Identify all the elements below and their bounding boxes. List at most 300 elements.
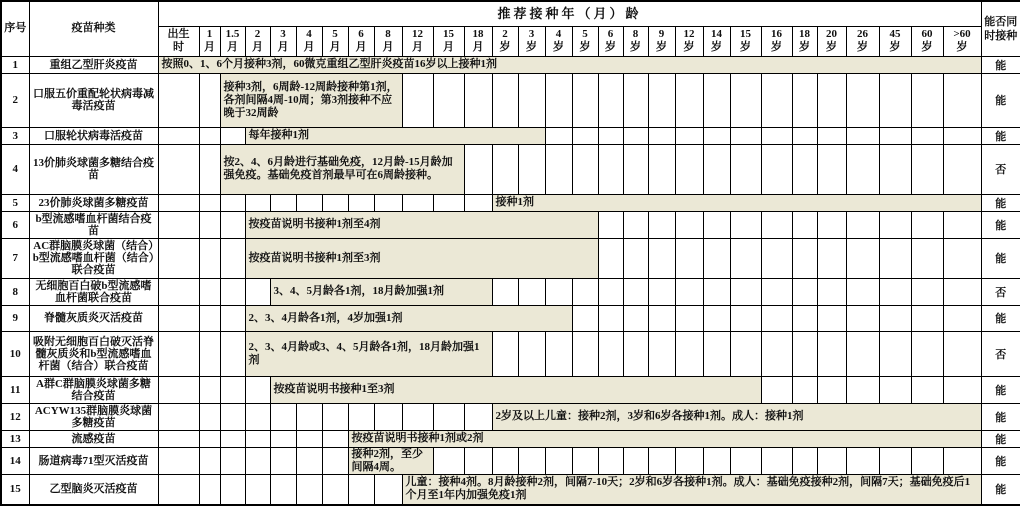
header-simultaneous-line2: 时接种 xyxy=(984,29,1018,42)
empty-age-cell xyxy=(158,331,199,376)
empty-age-cell xyxy=(730,331,761,376)
empty-age-cell xyxy=(943,73,981,127)
empty-age-cell xyxy=(158,474,199,505)
header-age-col-5月: 5 月 xyxy=(322,26,348,56)
empty-age-cell xyxy=(675,73,703,127)
empty-age-cell xyxy=(492,447,518,474)
empty-age-cell xyxy=(572,331,598,376)
table-row xyxy=(1,194,1020,211)
header-age-group-title: 推荐接种年（月）龄 xyxy=(158,1,981,26)
simultaneous-value: 能 xyxy=(981,194,1020,211)
schedule-span: 儿童：接种4剂。8月龄接种2剂，间隔7-10天；2岁和6岁各接种1剂。成人：基础免疫接种2剂，间隔7天；基础免疫后1个月至1年内加强免疫1剂 xyxy=(402,474,981,505)
table-row xyxy=(1,144,1020,194)
empty-age-cell xyxy=(761,144,792,194)
empty-age-cell xyxy=(598,238,623,278)
schedule-span: 3、4、5月龄各1剂，18月龄加强1剂 xyxy=(270,278,492,305)
empty-age-cell xyxy=(943,278,981,305)
row-number: 12 xyxy=(1,403,29,430)
empty-age-cell xyxy=(703,211,730,238)
empty-age-cell xyxy=(623,305,648,331)
empty-age-cell xyxy=(322,447,348,474)
empty-age-cell xyxy=(846,331,879,376)
empty-age-cell xyxy=(675,238,703,278)
table-row xyxy=(1,376,1020,403)
empty-age-cell xyxy=(199,474,220,505)
empty-age-cell xyxy=(296,194,322,211)
empty-age-cell xyxy=(761,376,792,403)
empty-age-cell xyxy=(623,447,648,474)
empty-age-cell xyxy=(158,447,199,474)
header-age-col->60岁: >60 岁 xyxy=(943,26,981,56)
header-age-col-4月: 4 月 xyxy=(296,26,322,56)
simultaneous-value: 能 xyxy=(981,430,1020,447)
header-age-col-出生时: 出生 时 xyxy=(158,26,199,56)
empty-age-cell xyxy=(761,305,792,331)
table-row xyxy=(1,474,1020,505)
header-age-col-14岁: 14 岁 xyxy=(703,26,730,56)
table-row xyxy=(1,447,1020,474)
empty-age-cell xyxy=(572,73,598,127)
schedule-span: 按疫苗说明书接种1剂至4剂 xyxy=(245,211,598,238)
empty-age-cell xyxy=(703,127,730,144)
empty-age-cell xyxy=(703,238,730,278)
empty-age-cell xyxy=(943,331,981,376)
empty-age-cell xyxy=(492,278,518,305)
empty-age-cell xyxy=(846,305,879,331)
header-age-col-6岁: 6 岁 xyxy=(598,26,623,56)
empty-age-cell xyxy=(270,430,296,447)
empty-age-cell xyxy=(730,211,761,238)
vaccine-name: 重组乙型肝炎疫苗 xyxy=(29,56,158,73)
empty-age-cell xyxy=(572,447,598,474)
row-number: 1 xyxy=(1,56,29,73)
empty-age-cell xyxy=(348,474,374,505)
empty-age-cell xyxy=(761,211,792,238)
empty-age-cell xyxy=(792,305,817,331)
empty-age-cell xyxy=(879,376,911,403)
table-row xyxy=(1,238,1020,278)
empty-age-cell xyxy=(199,73,220,127)
empty-age-cell xyxy=(245,376,270,403)
empty-age-cell xyxy=(879,447,911,474)
header-age-col-18岁: 18 岁 xyxy=(792,26,817,56)
vaccine-name: 口服五价重配轮状病毒减毒活疫苗 xyxy=(29,73,158,127)
table-row xyxy=(1,331,1020,376)
empty-age-cell xyxy=(846,278,879,305)
empty-age-cell xyxy=(220,474,245,505)
empty-age-cell xyxy=(518,73,545,127)
empty-age-cell xyxy=(730,144,761,194)
header-age-col-8月: 8 月 xyxy=(374,26,402,56)
empty-age-cell xyxy=(846,127,879,144)
simultaneous-value: 能 xyxy=(981,56,1020,73)
empty-age-cell xyxy=(817,238,846,278)
empty-age-cell xyxy=(464,403,492,430)
empty-age-cell xyxy=(270,474,296,505)
empty-age-cell xyxy=(433,403,464,430)
vaccine-name: 13价肺炎球菌多糖结合疫苗 xyxy=(29,144,158,194)
empty-age-cell xyxy=(911,278,943,305)
empty-age-cell xyxy=(911,376,943,403)
row-number: 7 xyxy=(1,238,29,278)
empty-age-cell xyxy=(792,144,817,194)
row-number: 13 xyxy=(1,430,29,447)
empty-age-cell xyxy=(199,144,220,194)
empty-age-cell xyxy=(703,331,730,376)
empty-age-cell xyxy=(158,430,199,447)
empty-age-cell xyxy=(879,144,911,194)
empty-age-cell xyxy=(374,403,402,430)
empty-age-cell xyxy=(374,194,402,211)
empty-age-cell xyxy=(761,73,792,127)
simultaneous-value: 能 xyxy=(981,376,1020,403)
empty-age-cell xyxy=(703,447,730,474)
table-row xyxy=(1,211,1020,238)
empty-age-cell xyxy=(245,403,270,430)
empty-age-cell xyxy=(199,194,220,211)
empty-age-cell xyxy=(792,447,817,474)
empty-age-cell xyxy=(158,194,199,211)
empty-age-cell xyxy=(199,278,220,305)
empty-age-cell xyxy=(402,73,433,127)
schedule-span: 按2、4、6月龄进行基础免疫，12月龄-15月龄加强免疫。基础免疫首剂最早可在6周龄接种。 xyxy=(220,144,464,194)
empty-age-cell xyxy=(158,305,199,331)
empty-age-cell xyxy=(761,447,792,474)
empty-age-cell xyxy=(879,331,911,376)
empty-age-cell xyxy=(220,238,245,278)
empty-age-cell xyxy=(348,403,374,430)
empty-age-cell xyxy=(730,278,761,305)
vaccine-name: 脊髓灰质炎灭活疫苗 xyxy=(29,305,158,331)
empty-age-cell xyxy=(817,331,846,376)
row-number: 4 xyxy=(1,144,29,194)
empty-age-cell xyxy=(545,278,572,305)
empty-age-cell xyxy=(792,278,817,305)
empty-age-cell xyxy=(911,211,943,238)
empty-age-cell xyxy=(296,430,322,447)
empty-age-cell xyxy=(879,238,911,278)
empty-age-cell xyxy=(158,278,199,305)
empty-age-cell xyxy=(464,447,492,474)
empty-age-cell xyxy=(846,376,879,403)
header-age-col-16岁: 16 岁 xyxy=(761,26,792,56)
simultaneous-value: 能 xyxy=(981,211,1020,238)
header-age-col-3岁: 3 岁 xyxy=(518,26,545,56)
empty-age-cell xyxy=(545,447,572,474)
empty-age-cell xyxy=(761,127,792,144)
empty-age-cell xyxy=(648,73,675,127)
empty-age-cell xyxy=(943,305,981,331)
empty-age-cell xyxy=(199,127,220,144)
empty-age-cell xyxy=(518,278,545,305)
simultaneous-value: 否 xyxy=(981,144,1020,194)
empty-age-cell xyxy=(492,73,518,127)
empty-age-cell xyxy=(817,73,846,127)
empty-age-cell xyxy=(199,447,220,474)
vaccine-name: 肠道病毒71型灭活疫苗 xyxy=(29,447,158,474)
empty-age-cell xyxy=(675,127,703,144)
header-age-col-15岁: 15 岁 xyxy=(730,26,761,56)
empty-age-cell xyxy=(296,447,322,474)
header-age-col-26岁: 26 岁 xyxy=(846,26,879,56)
empty-age-cell xyxy=(911,127,943,144)
empty-age-cell xyxy=(158,238,199,278)
empty-age-cell xyxy=(648,211,675,238)
header-age-col-4岁: 4 岁 xyxy=(545,26,572,56)
row-number: 14 xyxy=(1,447,29,474)
empty-age-cell xyxy=(518,447,545,474)
empty-age-cell xyxy=(220,331,245,376)
empty-age-cell xyxy=(598,278,623,305)
row-number: 6 xyxy=(1,211,29,238)
empty-age-cell xyxy=(220,127,245,144)
empty-age-cell xyxy=(623,278,648,305)
empty-age-cell xyxy=(270,403,296,430)
empty-age-cell xyxy=(492,144,518,194)
empty-age-cell xyxy=(879,127,911,144)
header-age-col-1月: 1 月 xyxy=(199,26,220,56)
empty-age-cell xyxy=(761,278,792,305)
empty-age-cell xyxy=(675,144,703,194)
empty-age-cell xyxy=(518,331,545,376)
empty-age-cell xyxy=(572,278,598,305)
empty-age-cell xyxy=(598,211,623,238)
empty-age-cell xyxy=(296,474,322,505)
header-age-col-15月: 15 月 xyxy=(433,26,464,56)
empty-age-cell xyxy=(402,403,433,430)
empty-age-cell xyxy=(374,474,402,505)
empty-age-cell xyxy=(623,211,648,238)
empty-age-cell xyxy=(322,474,348,505)
empty-age-cell xyxy=(322,403,348,430)
empty-age-cell xyxy=(220,430,245,447)
table-row xyxy=(1,430,1020,447)
header-col-simultaneous xyxy=(981,1,1020,56)
empty-age-cell xyxy=(943,238,981,278)
empty-age-cell xyxy=(220,376,245,403)
empty-age-cell xyxy=(322,430,348,447)
empty-age-cell xyxy=(675,278,703,305)
header-simultaneous-line1: 能否同 xyxy=(984,15,1018,28)
empty-age-cell xyxy=(545,73,572,127)
empty-age-cell xyxy=(199,305,220,331)
simultaneous-value: 能 xyxy=(981,305,1020,331)
empty-age-cell xyxy=(911,331,943,376)
schedule-span: 按疫苗说明书接种1剂或2剂 xyxy=(348,430,981,447)
empty-age-cell xyxy=(675,305,703,331)
empty-age-cell xyxy=(648,305,675,331)
schedule-span: 接种3剂，6周龄-12周龄接种第1剂，各剂间隔4周-10周；第3剂接种不应晚于32周龄 xyxy=(220,73,402,127)
schedule-span: 按照0、1、6个月接种3剂，60微克重组乙型肝炎疫苗16岁以上接种1剂 xyxy=(158,56,981,73)
empty-age-cell xyxy=(433,447,464,474)
schedule-span: 接种1剂 xyxy=(492,194,981,211)
vaccine-name: 无细胞百白破b型流感嗜血杆菌联合疫苗 xyxy=(29,278,158,305)
empty-age-cell xyxy=(245,194,270,211)
schedule-span: 2岁及以上儿童：接种2剂，3岁和6岁各接种1剂。成人：接种1剂 xyxy=(492,403,981,430)
empty-age-cell xyxy=(846,238,879,278)
empty-age-cell xyxy=(817,447,846,474)
schedule-span: 按疫苗说明书接种1剂至3剂 xyxy=(245,238,598,278)
empty-age-cell xyxy=(623,144,648,194)
empty-age-cell xyxy=(730,127,761,144)
empty-age-cell xyxy=(730,447,761,474)
empty-age-cell xyxy=(220,194,245,211)
simultaneous-value: 能 xyxy=(981,447,1020,474)
header-age-col-2月: 2 月 xyxy=(245,26,270,56)
empty-age-cell xyxy=(322,194,348,211)
empty-age-cell xyxy=(348,194,374,211)
empty-age-cell xyxy=(158,376,199,403)
row-number: 2 xyxy=(1,73,29,127)
empty-age-cell xyxy=(158,127,199,144)
empty-age-cell xyxy=(433,73,464,127)
empty-age-cell xyxy=(220,211,245,238)
empty-age-cell xyxy=(911,73,943,127)
empty-age-cell xyxy=(846,144,879,194)
empty-age-cell xyxy=(199,211,220,238)
empty-age-cell xyxy=(598,127,623,144)
empty-age-cell xyxy=(270,194,296,211)
header-age-col-12月: 12 月 xyxy=(402,26,433,56)
empty-age-cell xyxy=(879,278,911,305)
empty-age-cell xyxy=(675,331,703,376)
vaccine-name: 23价肺炎球菌多糖疫苗 xyxy=(29,194,158,211)
empty-age-cell xyxy=(761,331,792,376)
empty-age-cell xyxy=(158,144,199,194)
table-row xyxy=(1,56,1020,73)
header-age-col-12岁: 12 岁 xyxy=(675,26,703,56)
empty-age-cell xyxy=(648,144,675,194)
empty-age-cell xyxy=(492,331,518,376)
simultaneous-value: 能 xyxy=(981,403,1020,430)
empty-age-cell xyxy=(158,73,199,127)
empty-age-cell xyxy=(846,447,879,474)
empty-age-cell xyxy=(879,73,911,127)
header-col-vaccine-type: 疫苗种类 xyxy=(29,1,158,56)
empty-age-cell xyxy=(792,331,817,376)
vaccine-name: b型流感嗜血杆菌结合疫苗 xyxy=(29,211,158,238)
empty-age-cell xyxy=(572,127,598,144)
vaccine-name: 口服轮状病毒活疫苗 xyxy=(29,127,158,144)
empty-age-cell xyxy=(464,194,492,211)
empty-age-cell xyxy=(792,211,817,238)
empty-age-cell xyxy=(792,127,817,144)
empty-age-cell xyxy=(792,238,817,278)
empty-age-cell xyxy=(270,447,296,474)
row-number: 15 xyxy=(1,474,29,505)
empty-age-cell xyxy=(623,73,648,127)
empty-age-cell xyxy=(730,238,761,278)
empty-age-cell xyxy=(817,144,846,194)
empty-age-cell xyxy=(220,447,245,474)
empty-age-cell xyxy=(648,278,675,305)
empty-age-cell xyxy=(545,144,572,194)
row-number: 3 xyxy=(1,127,29,144)
empty-age-cell xyxy=(545,127,572,144)
schedule-span: 每年接种1剂 xyxy=(245,127,545,144)
table-row xyxy=(1,403,1020,430)
empty-age-cell xyxy=(433,194,464,211)
empty-age-cell xyxy=(245,430,270,447)
header-age-col-45岁: 45 岁 xyxy=(879,26,911,56)
empty-age-cell xyxy=(943,211,981,238)
empty-age-cell xyxy=(572,144,598,194)
simultaneous-value: 能 xyxy=(981,127,1020,144)
empty-age-cell xyxy=(911,447,943,474)
empty-age-cell xyxy=(675,447,703,474)
empty-age-cell xyxy=(518,144,545,194)
empty-age-cell xyxy=(199,376,220,403)
empty-age-cell xyxy=(572,305,598,331)
empty-age-cell xyxy=(199,331,220,376)
empty-age-cell xyxy=(648,238,675,278)
table-row xyxy=(1,305,1020,331)
row-number: 5 xyxy=(1,194,29,211)
header-age-col-20岁: 20 岁 xyxy=(817,26,846,56)
empty-age-cell xyxy=(703,305,730,331)
empty-age-cell xyxy=(199,238,220,278)
vaccine-name: 乙型脑炎灭活疫苗 xyxy=(29,474,158,505)
empty-age-cell xyxy=(703,144,730,194)
empty-age-cell xyxy=(943,447,981,474)
header-age-col-6月: 6 月 xyxy=(348,26,374,56)
empty-age-cell xyxy=(817,127,846,144)
empty-age-cell xyxy=(648,331,675,376)
empty-age-cell xyxy=(464,144,492,194)
row-number: 8 xyxy=(1,278,29,305)
header-age-col-9岁: 9 岁 xyxy=(648,26,675,56)
header-age-col-2岁: 2 岁 xyxy=(492,26,518,56)
table-row xyxy=(1,73,1020,127)
empty-age-cell xyxy=(730,305,761,331)
empty-age-cell xyxy=(817,376,846,403)
vaccine-name: 流感疫苗 xyxy=(29,430,158,447)
empty-age-cell xyxy=(703,73,730,127)
schedule-span: 接种2剂，至少间隔4周。 xyxy=(348,447,433,474)
empty-age-cell xyxy=(158,211,199,238)
empty-age-cell xyxy=(792,376,817,403)
empty-age-cell xyxy=(648,127,675,144)
empty-age-cell xyxy=(675,211,703,238)
empty-age-cell xyxy=(846,73,879,127)
row-number: 11 xyxy=(1,376,29,403)
empty-age-cell xyxy=(623,331,648,376)
header-age-col-1.5月: 1.5 月 xyxy=(220,26,245,56)
vaccine-name: A群C群脑膜炎球菌多糖结合疫苗 xyxy=(29,376,158,403)
schedule-span: 2、3、4月龄各1剂，4岁加强1剂 xyxy=(245,305,572,331)
empty-age-cell xyxy=(943,144,981,194)
empty-age-cell xyxy=(879,305,911,331)
header-col-no: 序号 xyxy=(1,1,29,56)
simultaneous-value: 能 xyxy=(981,474,1020,505)
header-age-col-60岁: 60 岁 xyxy=(911,26,943,56)
empty-age-cell xyxy=(402,194,433,211)
empty-age-cell xyxy=(623,238,648,278)
empty-age-cell xyxy=(943,127,981,144)
empty-age-cell xyxy=(220,278,245,305)
table-row xyxy=(1,127,1020,144)
empty-age-cell xyxy=(464,73,492,127)
empty-age-cell xyxy=(817,278,846,305)
header-age-col-18月: 18 月 xyxy=(464,26,492,56)
row-number: 10 xyxy=(1,331,29,376)
schedule-span: 2、3、4月龄或3、4、5月龄各1剂，18月龄加强1剂 xyxy=(245,331,492,376)
empty-age-cell xyxy=(879,211,911,238)
empty-age-cell xyxy=(817,305,846,331)
empty-age-cell xyxy=(911,144,943,194)
empty-age-cell xyxy=(911,238,943,278)
empty-age-cell xyxy=(730,73,761,127)
